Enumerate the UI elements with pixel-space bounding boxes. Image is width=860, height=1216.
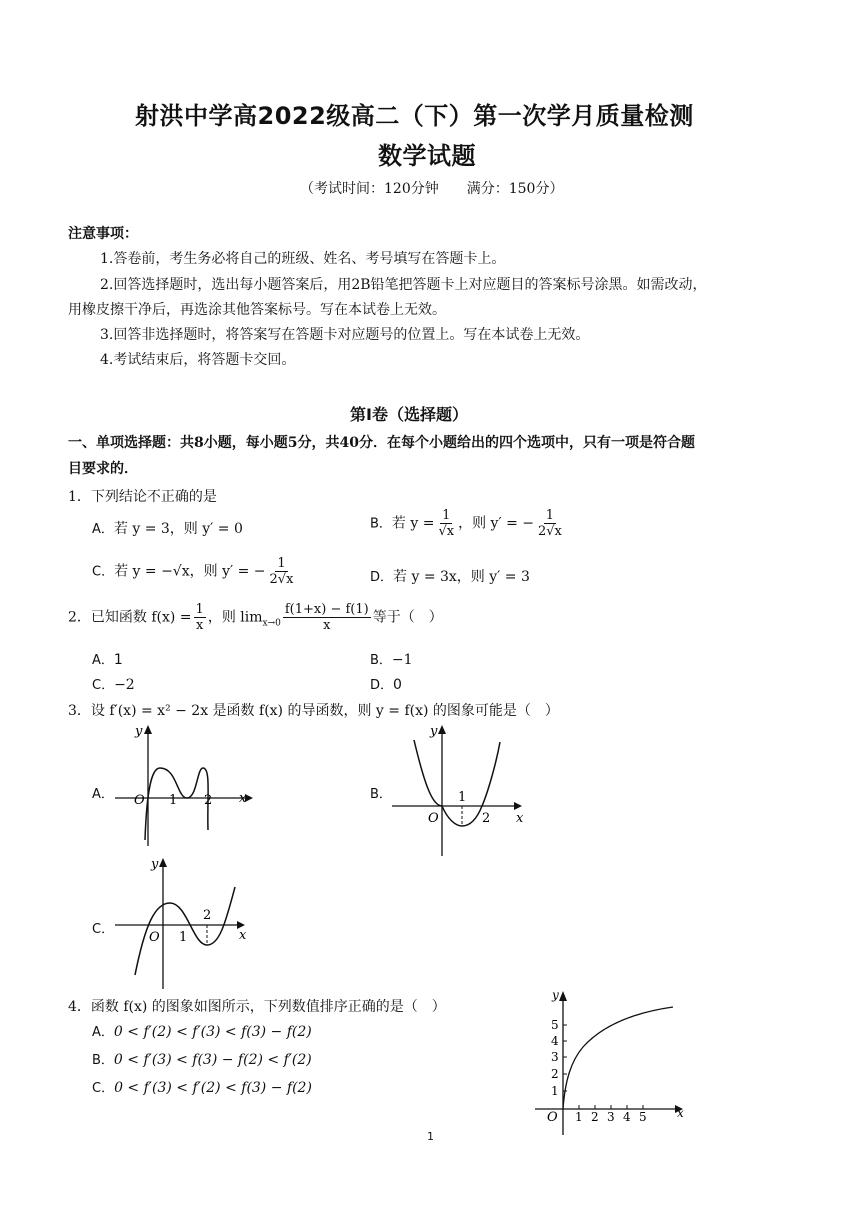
page-subtitle: 数学试题 (378, 142, 476, 170)
q1-option-a (92, 518, 243, 538)
y-tick-label: 3 (551, 1050, 559, 1064)
q4-option-a (92, 1021, 312, 1040)
x-tick-label: 1 (575, 1110, 583, 1124)
stem-text: 等于（ ） (372, 609, 443, 626)
option-label: D． (370, 570, 394, 585)
denominator: 2√x (538, 524, 562, 539)
q3-option-a-label: A． (92, 787, 114, 802)
q4-option-c (92, 1077, 312, 1096)
fraction (283, 602, 371, 633)
denominator: x (323, 618, 331, 633)
section-title: 第I卷（选择题） (350, 405, 468, 424)
fraction (536, 508, 564, 539)
option-text: 若 y = 3x，则 y′ = 3 (393, 569, 530, 585)
note-item: 1.答卷前，考生务必将自己的班级、姓名、考号填写在答题卡上。 (100, 251, 506, 267)
option-label: D． (370, 678, 394, 693)
question-1-stem: 1．下列结论不正确的是 (68, 489, 217, 505)
denominator: 2√x (269, 572, 294, 587)
stem-text: 2．已知函数 f(x) = (68, 609, 192, 626)
note-item: 3.回答非选择题时，将答案写在答题卡对应题号的位置上。写在本试卷上无效。 (100, 327, 590, 343)
option-label: B． (92, 1053, 114, 1068)
option-text: 1 (113, 652, 123, 668)
option-label: B． (370, 653, 392, 668)
origin-label: O (134, 793, 145, 808)
notes-heading: 注意事项： (68, 226, 138, 242)
tick-label: 1 (169, 793, 178, 808)
q4-option-b (92, 1049, 312, 1068)
y-label: y (135, 724, 143, 739)
y-axis-arrow (438, 725, 446, 734)
origin-label: O (149, 930, 160, 945)
option-label: C． (92, 1081, 115, 1096)
denominator: x (196, 618, 204, 633)
numerator: 1 (545, 508, 555, 523)
x-tick-label: 4 (623, 1110, 631, 1124)
exam-info: （考试时间：120分钟 满分：150分） (300, 181, 564, 197)
y-axis-arrow (159, 858, 167, 867)
option-text: 若 y = 3，则 y′ = 0 (113, 521, 243, 537)
stem-text: ，则 lim (207, 609, 263, 626)
x-axis-arrow (514, 802, 522, 810)
tick-label: 1 (179, 930, 188, 945)
y-label: y (430, 724, 438, 739)
numerator: 1 (195, 602, 204, 617)
note-item: 用橡皮擦干净后，再选涂其他答案标号。写在本试卷上无效。 (68, 302, 446, 318)
y-axis-arrow (144, 725, 152, 734)
note-item: 2.回答选择题时，选出每小题答案后，用2B铅笔把答题卡上对应题目的答案标号涂黑。如需改动， (100, 277, 707, 293)
question-2-stem (68, 602, 443, 633)
x-label: x (239, 928, 247, 943)
numerator: 1 (442, 508, 451, 523)
x-label: x (239, 791, 247, 806)
option-text: 若 y = −√x，则 y′ = − (114, 563, 266, 580)
option-text: 0 < f′(3) < f(3) − f(2) < f′(2) (113, 1052, 312, 1068)
fraction (436, 508, 456, 539)
q2-option-b (370, 649, 413, 668)
q2-option-a (92, 649, 123, 668)
option-text: 0 < f′(3) < f′(2) < f(3) − f(2) (114, 1080, 312, 1096)
fraction (268, 556, 296, 587)
q3-graph-b (392, 722, 532, 857)
q1-option-c (92, 556, 297, 587)
q2-option-d (370, 674, 402, 693)
fraction (194, 602, 206, 633)
tick-label: 2 (482, 811, 491, 826)
limit-subscript: x→0 (262, 618, 281, 629)
tick-label: 1 (458, 790, 467, 805)
y-tick-label: 5 (551, 1018, 559, 1032)
y-tick-label: 1 (551, 1084, 559, 1098)
y-tick-label: 2 (551, 1067, 559, 1081)
option-text: 0 < f′(2) < f′(3) < f(3) − f(2) (113, 1024, 312, 1040)
y-axis-arrow (559, 991, 567, 1001)
q2-option-c (92, 674, 135, 693)
denominator: √x (438, 524, 455, 539)
x-tick-label: 2 (591, 1110, 599, 1124)
origin-label: O (428, 811, 439, 826)
x-label: x (677, 1106, 684, 1120)
question-3-stem: 3．设 f′(x) = x² − 2x 是函数 f(x) 的导函数，则 y = f(x) 的图象可能是（ ） (68, 703, 559, 719)
page-title: 射洪中学高2022级高二（下）第一次学月质量检测 (135, 102, 694, 130)
note-item: 4.考试结束后，将答题卡交回。 (100, 352, 296, 368)
option-label: A． (92, 522, 114, 537)
option-text: 若 y = (391, 515, 435, 532)
q3-graph-c (115, 855, 255, 990)
numerator: 1 (277, 556, 286, 571)
q4-graph (535, 985, 705, 1137)
q1-option-b (370, 508, 566, 539)
option-label: A． (92, 653, 114, 668)
option-label: C． (92, 678, 115, 693)
section-instruction: 目要求的． (68, 461, 138, 477)
q3-graph-a (115, 722, 255, 847)
y-tick-label: 4 (551, 1034, 559, 1048)
page-number: 1 (427, 1130, 434, 1143)
tick-label: 2 (203, 908, 212, 923)
option-label: B． (370, 516, 392, 532)
option-text: −1 (391, 652, 413, 668)
option-text: 0 (393, 677, 402, 693)
q3-option-b-label: B． (370, 787, 392, 802)
q3-option-c-label: C． (92, 922, 115, 937)
x-tick-label: 5 (639, 1110, 647, 1124)
x-label: x (516, 811, 524, 826)
tick-label: 2 (204, 793, 213, 808)
origin-label: O (547, 1110, 558, 1125)
question-4-stem: 4．函数 f(x) 的图象如图所示，下列数值排序正确的是（ ） (68, 999, 446, 1015)
option-text: −2 (114, 677, 135, 693)
section-instruction: 一、单项选择题：共8小题，每小题5分，共40分．在每个小题给出的四个选项中，只有一项是符合题 (68, 435, 695, 451)
option-text: ，则 y′ = − (458, 515, 534, 532)
y-label: y (552, 988, 559, 1002)
x-tick-label: 3 (607, 1110, 615, 1124)
option-label: A． (92, 1025, 114, 1040)
curve (563, 1007, 673, 1109)
numerator: f(1+x) − f(1) (284, 602, 369, 617)
option-label: C． (92, 564, 115, 580)
q1-option-d (370, 566, 530, 586)
y-label: y (151, 857, 159, 872)
